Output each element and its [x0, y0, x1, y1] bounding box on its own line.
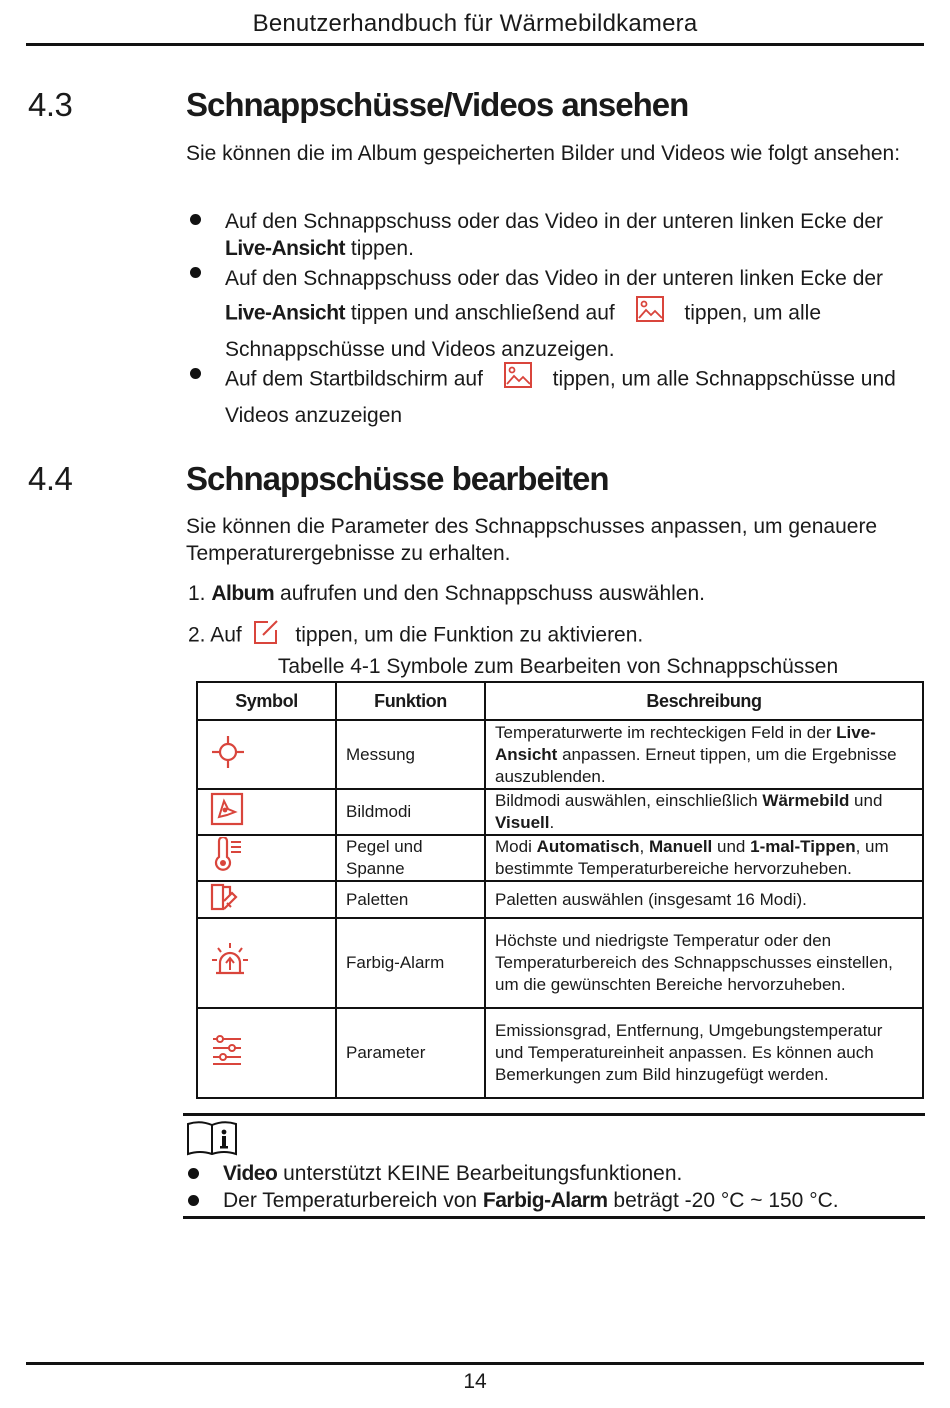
- column-header: Symbol: [197, 682, 336, 720]
- table-row: [197, 720, 923, 789]
- note-bold-text: Video: [223, 1162, 278, 1185]
- desc-text: .: [549, 813, 555, 832]
- bullet-text: Auf dem Startbildschirm auf: [225, 367, 489, 391]
- table-row: [197, 881, 923, 918]
- function-cell: Pegel und Spanne: [336, 835, 485, 881]
- symbol-table: [196, 681, 924, 1099]
- bullet-dot: [188, 1168, 199, 1179]
- step-item: [188, 619, 643, 653]
- sliders-icon: [210, 1052, 244, 1071]
- desc-text: Emissionsgrad, Entfernung, Umgebungstemperatur und Temperatureinheit anpassen. Es können auch Bemerkungen zum Bild hinzugefügt werden.: [495, 1021, 883, 1084]
- function-cell: Bildmodi: [336, 789, 485, 835]
- section-title: Schnappschüsse/Videos ansehen: [186, 86, 689, 123]
- page-number: 14: [463, 1370, 487, 1393]
- note-item: [223, 1162, 682, 1186]
- table-row: [197, 789, 923, 835]
- symbol-cell: [197, 1008, 336, 1098]
- description-cell: [485, 835, 923, 881]
- step-number: 2.: [188, 623, 206, 647]
- palette-icon: [210, 896, 240, 915]
- desc-text: , um bestimmte Temperaturbereiche hervorzuheben.: [495, 837, 889, 878]
- bullet-item: [225, 262, 925, 366]
- step-text: tippen, um die Funktion zu aktivieren.: [289, 623, 644, 647]
- gallery-icon: [503, 361, 533, 399]
- bullet-bold-text: Live-Ansicht: [225, 301, 346, 325]
- desc-text: und: [712, 837, 751, 856]
- bullet-text: tippen, um alle Schnappschüsse und Videos anzuzeigen.: [225, 301, 821, 361]
- symbol-cell: [197, 789, 336, 835]
- desc-bold: Live-Ansicht: [495, 722, 876, 764]
- bullet-dot: [190, 267, 201, 278]
- table-caption: Tabelle 4-1 Symbole zum Bearbeiten von Schnappschüssen: [277, 655, 839, 678]
- function-cell: Paletten: [336, 881, 485, 918]
- desc-text: Höchste und niedrigste Temperatur oder den Temperaturbereich des Schnappschusses einstellen, um die gewünschten Bereiche hervorzuheben.: [495, 931, 893, 994]
- desc-text: Paletten auswählen (insgesamt 16 Modi).: [495, 889, 807, 909]
- bullet-text: tippen, um alle Schnappschüsse und Videos anzuzeigen: [225, 367, 896, 427]
- step-item: [188, 582, 705, 606]
- column-header: Funktion: [336, 682, 485, 720]
- symbol-cell: [197, 835, 336, 881]
- desc-text: Temperaturwerte im rechteckigen Feld in der: [495, 722, 837, 742]
- symbol-cell: [197, 918, 336, 1008]
- bullet-text: Auf den Schnappschuss oder das Video in der unteren linken Ecke der: [225, 267, 884, 290]
- description-cell: [485, 720, 923, 789]
- document-header-title: Benutzerhandbuch für Wärmebildkamera: [252, 10, 698, 37]
- description-cell: [485, 1008, 923, 1098]
- bullet-item: [225, 208, 925, 262]
- symbol-cell: [197, 881, 336, 918]
- bullet-dot: [190, 214, 201, 225]
- step-text: Auf: [210, 623, 248, 647]
- table-header-row: [197, 682, 923, 720]
- step-number: 1.: [188, 582, 206, 605]
- description-cell: [485, 789, 923, 835]
- function-cell: Farbig-Alarm: [336, 918, 485, 1008]
- note-text: beträgt -20 °C ~ 150 °C.: [607, 1189, 839, 1212]
- desc-bold: 1-mal-Tippen: [750, 837, 856, 856]
- note-item: [223, 1189, 839, 1213]
- image-mode-icon: [210, 811, 244, 830]
- gallery-icon: [635, 295, 665, 333]
- symbol-cell: [197, 720, 336, 789]
- desc-text: und: [849, 791, 883, 810]
- bullet-text: tippen und anschließend auf: [345, 301, 621, 325]
- column-header: Beschreibung: [485, 682, 923, 720]
- desc-text: Bildmodi auswählen, einschließlich: [495, 791, 763, 810]
- function-cell: Messung: [336, 720, 485, 789]
- function-cell: Parameter: [336, 1008, 485, 1098]
- bullet-bold-text: Live-Ansicht: [225, 237, 346, 260]
- bullet-dot: [188, 1195, 199, 1206]
- note-bold-text: Farbig-Alarm: [482, 1189, 608, 1212]
- desc-bold: Wärmebild: [762, 791, 850, 810]
- table-row: [197, 835, 923, 881]
- table-row: [197, 1008, 923, 1098]
- section-number: 4.3: [28, 86, 73, 123]
- step-text: aufrufen und den Schnappschuss auswählen.: [274, 582, 705, 605]
- note-text: unterstützt KEINE Bearbeitungsfunktionen.: [277, 1162, 683, 1185]
- desc-bold: Automatisch: [536, 837, 640, 856]
- note-text: Der Temperaturbereich von: [223, 1189, 483, 1212]
- step-bold-text: Album: [211, 582, 275, 605]
- header-rule: [26, 43, 924, 46]
- desc-bold: Visuell: [495, 813, 550, 832]
- section-title: Schnappschüsse bearbeiten: [186, 460, 609, 497]
- section-intro: Sie können die Parameter des Schnappschusses anpassen, um genauere Temperaturergebnisse zu erhalten.: [186, 515, 878, 565]
- footer-rule: [26, 1362, 924, 1365]
- edit-icon: [252, 619, 280, 653]
- description-cell: [485, 881, 923, 918]
- bullet-item: [225, 361, 925, 432]
- section-number: 4.4: [28, 460, 73, 497]
- desc-text: Modi: [495, 837, 537, 856]
- bullet-text: Auf den Schnappschuss oder das Video in der unteren linken Ecke der: [225, 210, 884, 233]
- section-intro: Sie können die im Album gespeicherten Bilder und Videos wie folgt ansehen:: [186, 142, 901, 165]
- description-cell: [485, 918, 923, 1008]
- thermometer-icon: [210, 858, 244, 877]
- desc-text: anpassen. Erneut tippen, um die Ergebnisse auszublenden.: [495, 744, 897, 786]
- note-bottom-rule: [183, 1216, 925, 1219]
- info-note-icon: [186, 1120, 238, 1161]
- table-row: [197, 918, 923, 1008]
- bullet-text: tippen.: [345, 237, 414, 260]
- desc-bold: Manuell: [649, 837, 713, 856]
- desc-text: ,: [639, 837, 649, 856]
- crosshair-icon: [210, 755, 246, 774]
- alarm-light-icon: [210, 963, 250, 982]
- bullet-dot: [190, 368, 201, 379]
- note-top-rule: [183, 1113, 925, 1116]
